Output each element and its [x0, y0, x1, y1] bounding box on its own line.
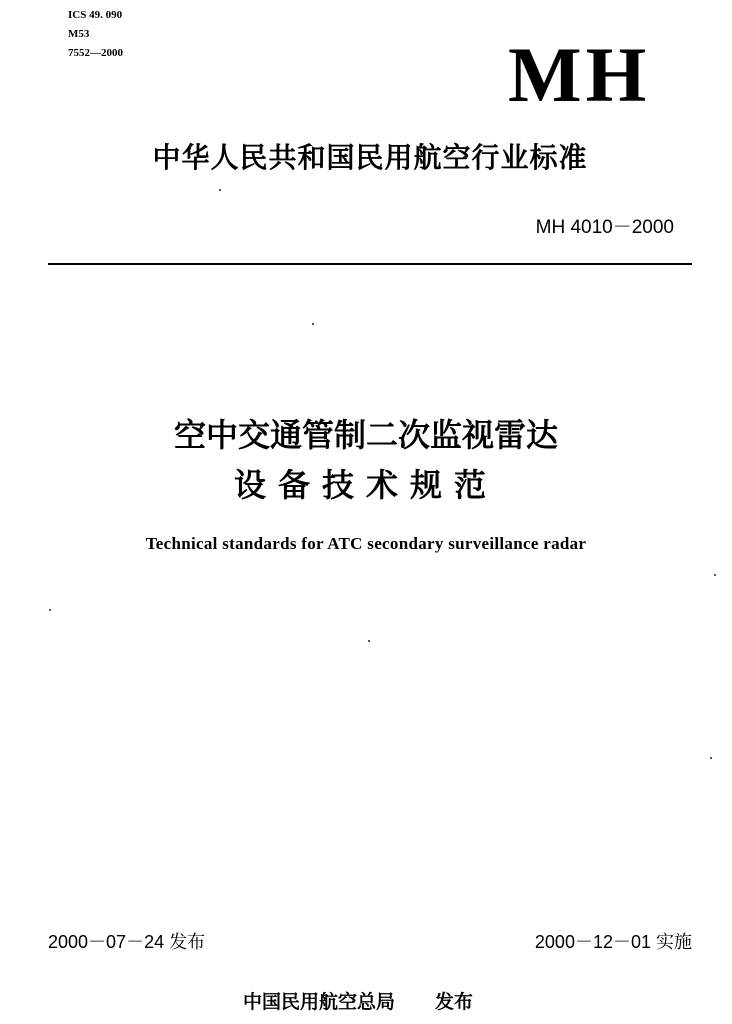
- issue-verb: 发布: [435, 991, 474, 1013]
- classification-block: [68, 6, 123, 63]
- implement-date: 2000－12－01 实施: [534, 932, 692, 952]
- record-number: 7552—2000: [68, 47, 123, 59]
- scan-speck: [368, 640, 370, 642]
- scan-speck: [710, 757, 712, 759]
- scan-speck: [219, 189, 221, 191]
- mh-logo: MH: [508, 31, 651, 118]
- issuer-line: [243, 987, 473, 1014]
- scan-speck: [312, 323, 314, 325]
- scan-speck: [49, 609, 51, 611]
- publish-date: 2000－07－24 发布: [48, 932, 206, 952]
- scan-speck: [714, 574, 716, 576]
- document-title-line2: 设备技术规范: [233, 466, 498, 504]
- issuer-name: 中国民用航空总局: [243, 991, 396, 1013]
- standard-code: MH 4010－2000: [535, 217, 674, 238]
- header-divider: [48, 263, 692, 265]
- classification-code: M53: [68, 28, 90, 40]
- english-title: Technical standards for ATC secondary surveillance radar: [145, 534, 587, 553]
- organization-title: 中华人民共和国民用航空行业标准: [152, 141, 588, 174]
- document-title-line1: 空中交通管制二次监视雷达: [173, 416, 558, 454]
- ics-code: ICS 49. 090: [68, 9, 123, 21]
